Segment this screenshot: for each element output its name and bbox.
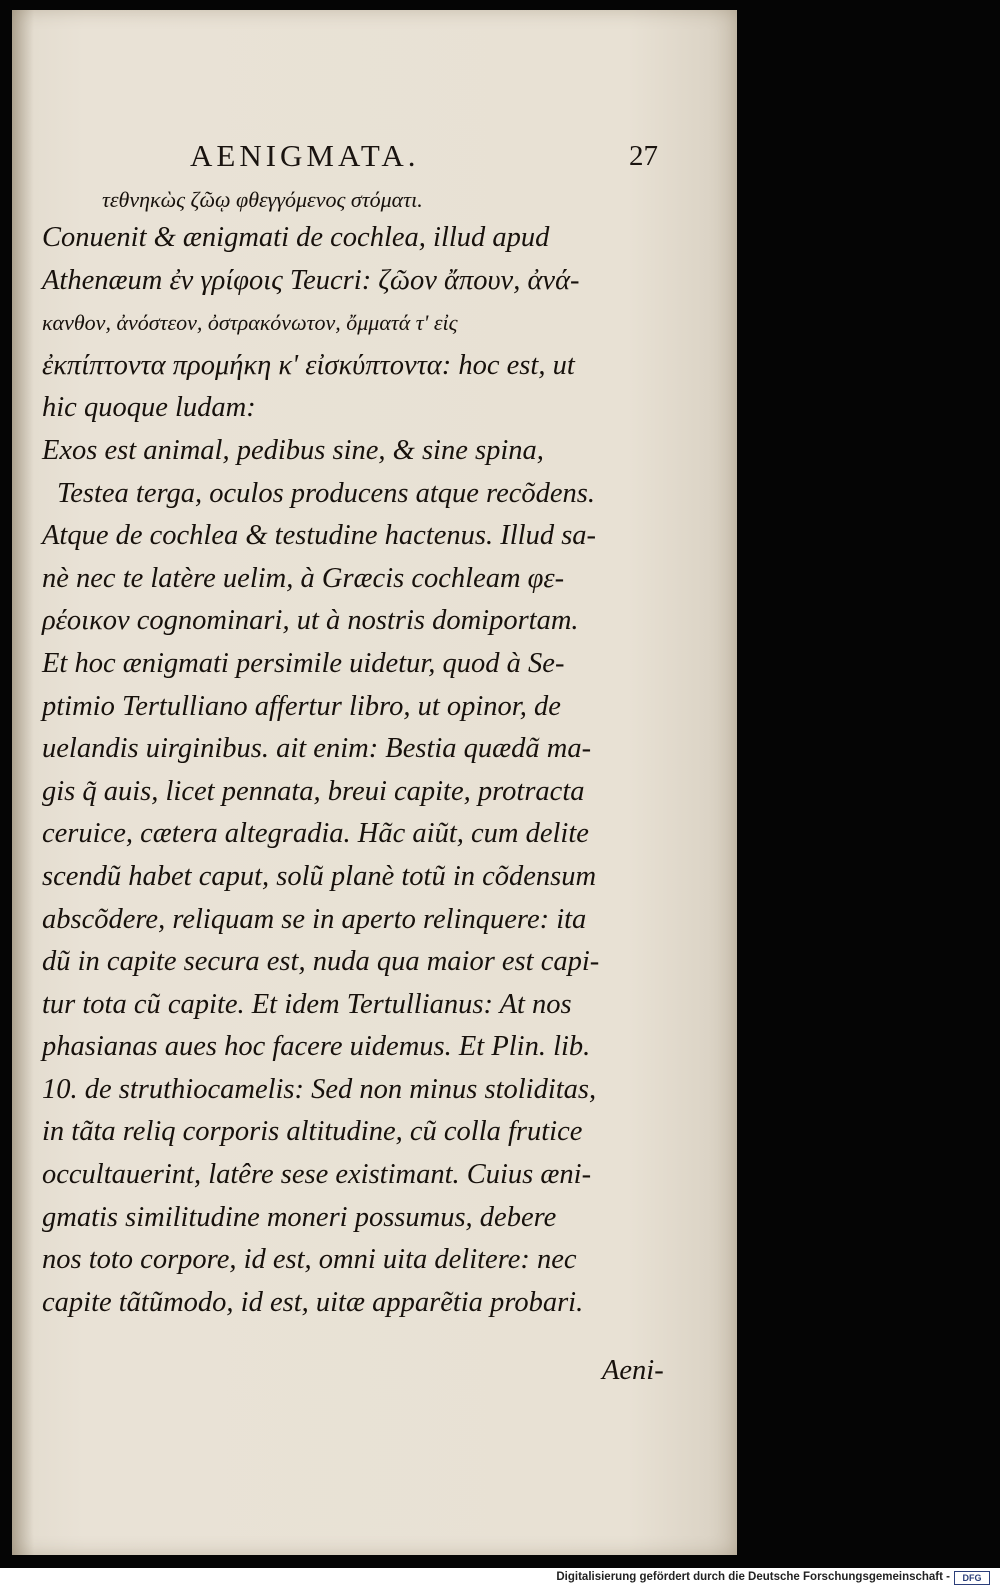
- verse-line: Testea terga, oculos producens atque recõdens.: [57, 477, 595, 509]
- text-line: ἐκπίπτοντα προμήκη κ' εἰσκύπτοντα: hoc est, ut: [42, 349, 575, 381]
- text-line: uelandis uirginibus. ait enim: Bestia quædã ma-: [42, 733, 592, 765]
- text-line: Et hoc ænigmati persimile uidetur, quod à Se-: [42, 647, 565, 679]
- text-line: abscõdere, reliquam se in aperto relinquere: ita: [42, 903, 587, 935]
- text-line: gmatis similitudine moneri possumus, debere: [42, 1201, 557, 1233]
- text-line: hic quoque ludam:: [42, 392, 256, 424]
- verse-line: Exos est animal, pedibus sine, & sine spina,: [42, 434, 544, 466]
- book-page: [12, 10, 737, 1555]
- catchword: Aeni-: [602, 1355, 664, 1386]
- text-line: occultauerint, latêre sese existimant. Cuius æni-: [42, 1159, 592, 1191]
- text-line: gis q̃ auis, licet pennata, breui capite, protracta: [42, 775, 585, 807]
- text-line: tur tota cũ capite. Et idem Tertullianus: At nos: [42, 988, 572, 1020]
- text-block: [42, 182, 702, 1324]
- text-line: capite tãtũmodo, id est, uitæ apparẽtia probari.: [42, 1286, 584, 1318]
- text-line: Conuenit & ænigmati de cochlea, illud apud: [42, 222, 550, 253]
- text-line: κανθον, ἀνόστεον, ὀστρακόνωτον, ὄμματά τ' εἰς: [42, 310, 458, 336]
- text-line: ptimio Tertulliano affertur libro, ut opinor, de: [42, 690, 561, 722]
- text-line: nos toto corpore, id est, omni uita delitere: nec: [42, 1244, 577, 1276]
- page-gutter-shadow: [12, 10, 34, 1555]
- text-line: phasianas aues hoc facere uidemus. Et Plin. lib.: [42, 1031, 591, 1063]
- funding-credit: Digitalisierung gefördert durch die Deutsche Forschungsgemeinschaft -: [556, 1571, 950, 1583]
- text-line: scendũ habet caput, solũ planè totũ in cõdensum: [42, 860, 597, 892]
- text-line: ρέοικον cognominari, ut à nostris domiportam.: [42, 605, 579, 637]
- text-line: Atque de cochlea & testudine hactenus. Illud sa-: [42, 520, 597, 552]
- text-line: Athenæum ἐν γρίφοις Teucri: ζῶον ἄπουν, ἀνά-: [42, 264, 580, 296]
- running-head: AENIGMATA.: [190, 138, 420, 173]
- text-line: 10. de struthiocamelis: Sed non minus stoliditas,: [42, 1073, 597, 1105]
- text-line: dũ in capite secura est, nuda qua maior est capi-: [42, 946, 600, 978]
- text-line: nè nec te latère uelim, à Græcis cochleam φε-: [42, 562, 565, 594]
- text-line: τεθνηκὼς ζῶῳ φθεγγόμενος στόματι.: [102, 187, 423, 212]
- footer-bar: [0, 1568, 1000, 1589]
- text-line: in tãta reliq corporis altitudine, cũ colla frutice: [42, 1116, 583, 1148]
- text-line: ceruice, cætera altegradia. Hãc aiũt, cum delite: [42, 818, 589, 850]
- page-number: 27: [629, 140, 658, 172]
- dfg-logo: DFG: [954, 1571, 990, 1585]
